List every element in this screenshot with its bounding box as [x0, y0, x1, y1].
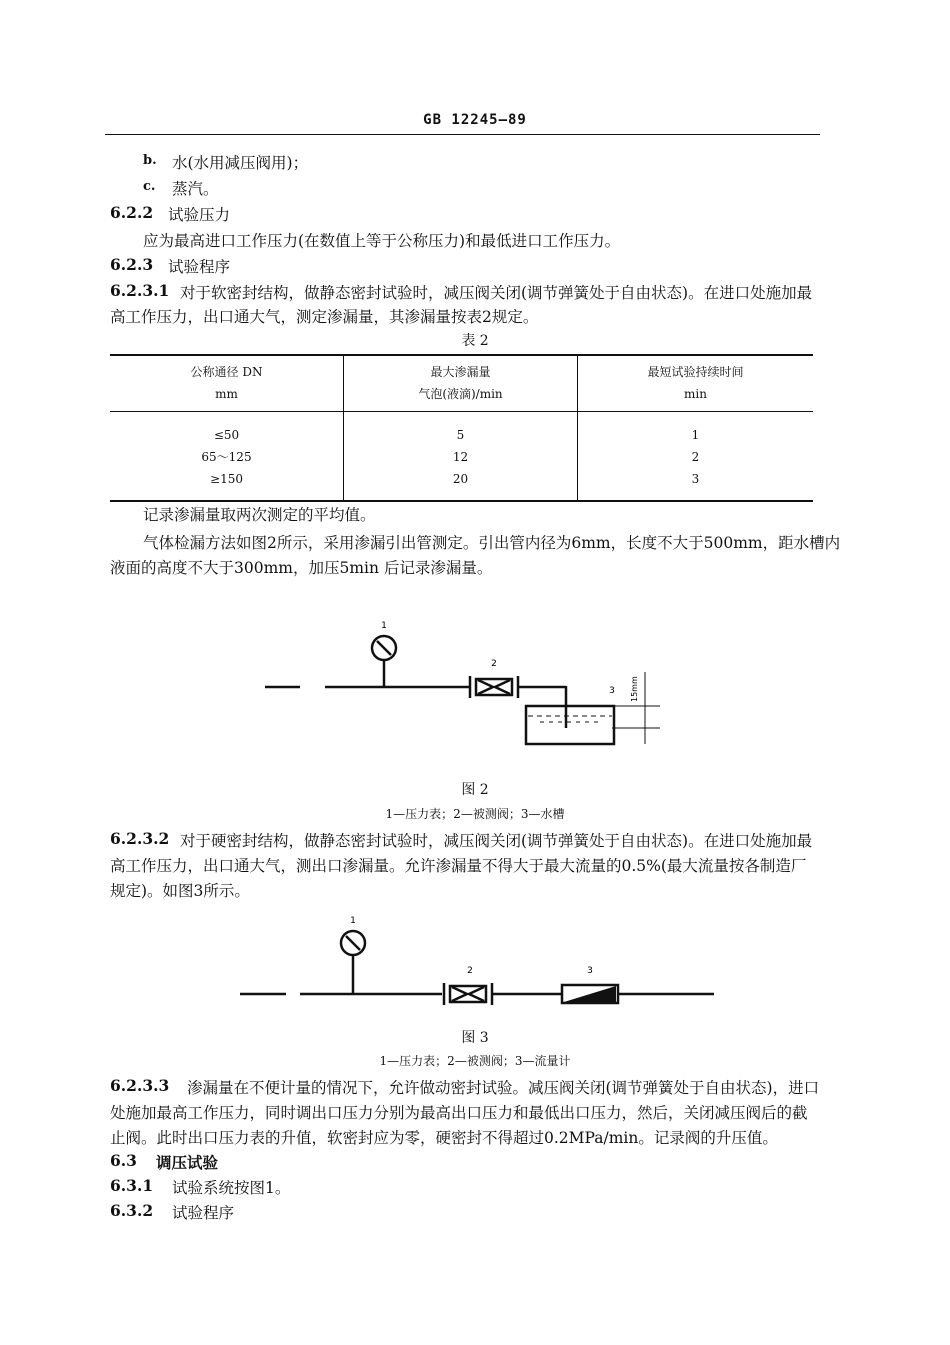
table-cell: 2 — [578, 446, 814, 468]
table-cell: ≤50 — [213, 427, 240, 442]
section-6-3-1-text: 试验系统按图1。 — [172, 1179, 291, 1197]
table-2-caption: 表 2 — [461, 333, 489, 349]
item-b-text: 水(水用减压阀用)； — [172, 154, 309, 172]
gas-method-line1: 气体检漏方法如图2所示，采用渗漏引出管测定。引出管内径为6mm，长度不大于500mm，距水槽内 — [143, 534, 841, 552]
section-6-2-3-3-line1: 渗漏量在不便计量的情况下，允许做动密封试验。减压阀关闭(调节弹簧处于自由状态)，进口 — [187, 1079, 820, 1097]
header-line: 最大渗漏量 — [430, 365, 491, 380]
section-6-2-3-2-number: 6.2.3.2 — [110, 829, 170, 848]
section-6-3-1-number: 6.3.1 — [110, 1176, 154, 1195]
section-6-2-3-3-line2: 处施加最高工作压力，同时调出口压力分别为最高出口压力和最低出口压力，然后，关闭减压阀后的截 — [110, 1104, 808, 1122]
page-header: GB 12245—89 — [423, 112, 527, 128]
table-cell: 5 — [344, 411, 578, 446]
section-6-2-3-2-line2: 高工作压力，出口通大气，测出口渗漏量。允许渗漏量不得大于最大流量的0.5%(最大流量按各制造厂 — [110, 857, 807, 875]
section-6-2-3-3-number: 6.2.3.3 — [110, 1076, 170, 1095]
section-6-3-2-text: 试验程序 — [172, 1204, 235, 1222]
header-line: 最短试验持续时间 — [647, 365, 744, 380]
header-unit: 气泡(液滴)/min — [418, 387, 503, 402]
section-6-2-3-1-line2: 高工作压力，出口通大气，测定渗漏量，其渗漏量按表2规定。 — [110, 308, 539, 326]
section-6-2-3-1-number: 6.2.3.1 — [110, 281, 170, 300]
figure-2-legend: 1—压力表；2—被测阀；3—水槽 — [385, 807, 565, 821]
table-cell: 1 — [578, 411, 814, 446]
section-6-2-3-3-line3: 止阀。此时出口压力表的升值，软密封应为零，硬密封不得超过0.2MPa/min。记录阀的升压值。 — [110, 1129, 778, 1147]
table-cell: 3 — [578, 468, 814, 501]
item-c-text: 蒸汽。 — [172, 180, 219, 198]
gas-method-line2: 液面的高度不大于300mm，加压5min 后记录渗漏量。 — [110, 559, 493, 577]
valve-symbol-right — [469, 987, 484, 1001]
figure-2-dimension-label: 15mm — [630, 676, 639, 702]
valve-symbol-left — [452, 987, 467, 1001]
gauge-needle — [346, 936, 360, 950]
figure-3-label-3: 3 — [587, 966, 593, 976]
table-cell: 12 — [344, 446, 578, 468]
section-6-2-3-2-line3: 规定)。如图3所示。 — [110, 882, 250, 900]
record-paragraph: 记录渗漏量取两次测定的平均值。 — [143, 506, 376, 524]
header-unit: min — [684, 387, 707, 402]
section-6-3-2-number: 6.3.2 — [110, 1201, 154, 1220]
section-6-2-2-title: 试验压力 — [168, 206, 231, 224]
flowmeter-fill — [564, 986, 616, 1002]
item-b-label: b. — [143, 153, 157, 168]
figure-2-caption: 图 2 — [461, 782, 489, 798]
item-c-label: c. — [143, 179, 156, 194]
section-6-2-2-body: 应为最高进口工作压力(在数值上等于公称压力)和最低进口工作压力。 — [143, 232, 621, 250]
table-cell: 20 — [344, 468, 578, 501]
figure-3-label-2: 2 — [467, 966, 473, 976]
figure-2-label-1: 1 — [381, 621, 387, 631]
table-cell: 65～125 — [201, 450, 252, 464]
section-6-2-2-number: 6.2.2 — [110, 203, 154, 222]
table-cell: ≥150 — [110, 468, 344, 501]
figure-2-label-3: 3 — [609, 686, 615, 696]
figure-2-label-2: 2 — [491, 659, 497, 669]
section-6-3-number: 6.3 — [110, 1151, 137, 1170]
section-6-3-title: 调压试验 — [156, 1153, 219, 1172]
header-unit: mm — [215, 387, 238, 402]
figure-3-caption: 图 3 — [461, 1030, 489, 1046]
figure-3-legend: 1—压力表；2—被测阀；3—流量计 — [379, 1054, 571, 1068]
section-6-2-3-number: 6.2.3 — [110, 255, 154, 274]
figure-3-label-1: 1 — [350, 916, 356, 926]
section-6-2-3-title: 试验程序 — [168, 258, 231, 276]
section-6-2-3-1-line1: 对于软密封结构，做静态密封试验时，减压阀关闭(调节弹簧处于自由状态)。在进口处施加最 — [180, 284, 813, 302]
section-6-2-3-2-line1: 对于硬密封结构，做静态密封试验时，减压阀关闭(调节弹簧处于自由状态)。在进口处施加最 — [180, 832, 813, 850]
header-line: 公称通径 DN — [190, 365, 263, 380]
